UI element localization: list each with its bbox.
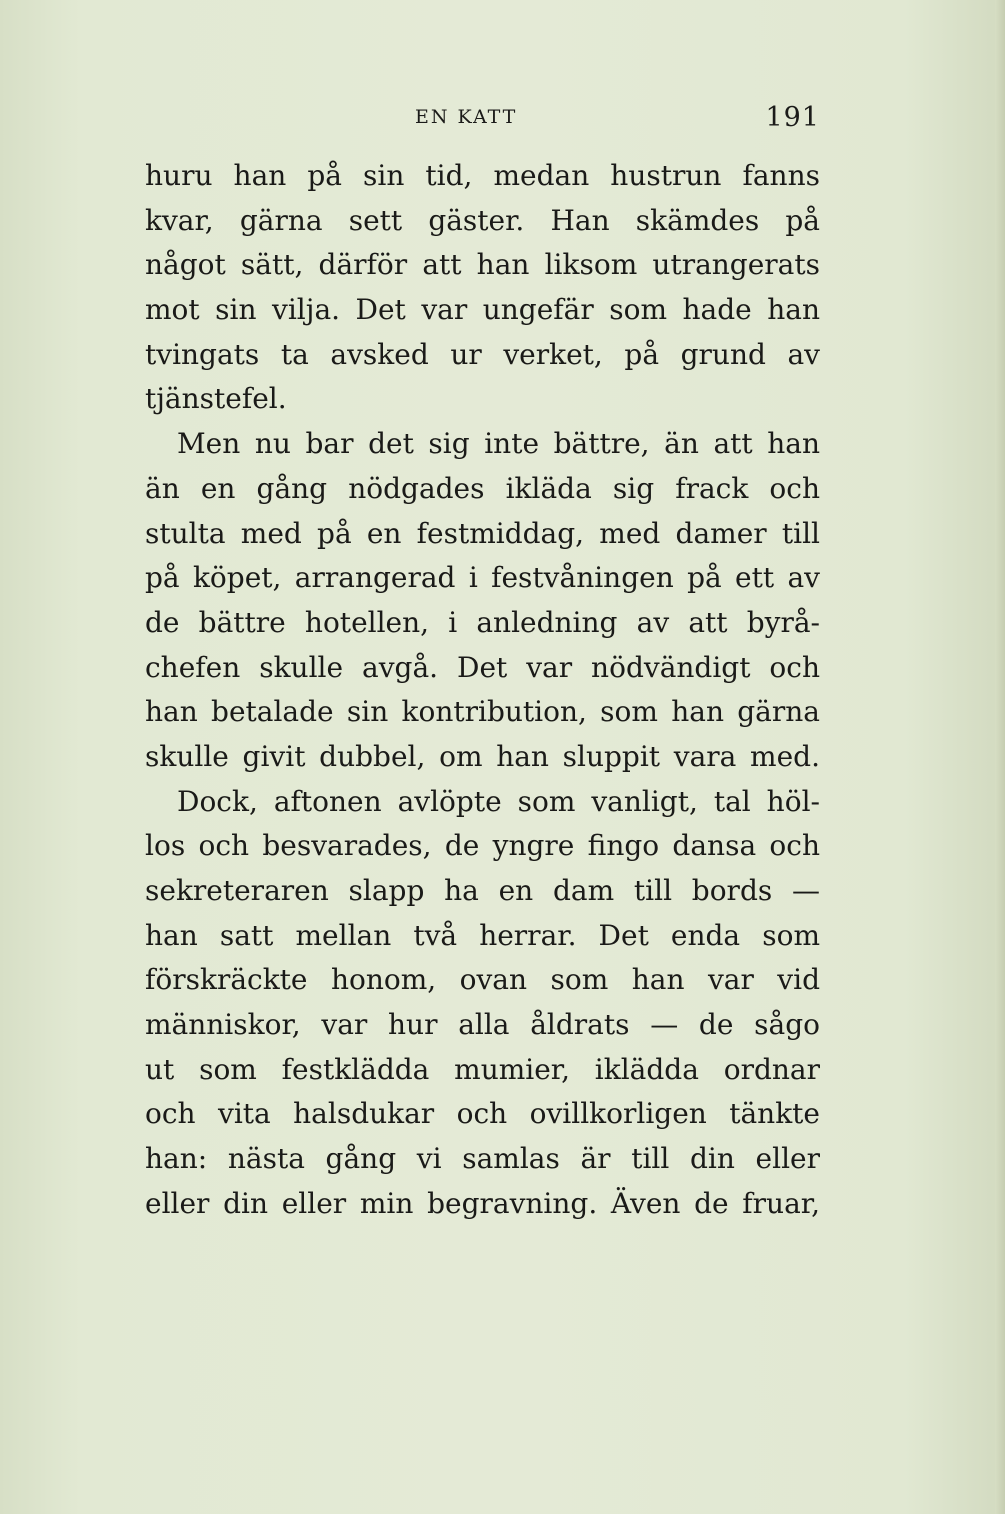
text-line: stulta med på en festmiddag, med damer till (145, 516, 820, 550)
text-line: chefen skulle avgå. Det var nödvändigt och (145, 650, 820, 684)
text-line: de bättre hotellen, i anledning av att byrå- (145, 605, 820, 639)
text-line: han: nästa gång vi samlas är till din eller (145, 1142, 820, 1176)
text-line: och vita halsdukar och ovillkorligen tänkte (145, 1097, 820, 1131)
text-line: människor, var hur alla åldrats — de sågo (145, 1008, 820, 1042)
text-line: eller din eller min begravning. Även de fruar, (145, 1186, 820, 1220)
paragraph-1 (145, 154, 820, 422)
paragraph-3 (145, 780, 820, 1227)
body-text (145, 154, 820, 1227)
text-line: sekreteraren slapp ha en dam till bords — (145, 874, 820, 907)
text-line: tvingats ta avsked ur verket, på grund av (145, 337, 820, 371)
text-line: än en gång nödgades ikläda sig frack och (145, 471, 820, 505)
text-line: tjänstefel. (145, 382, 287, 416)
page-number: 191 (765, 102, 820, 133)
page-edge (995, 0, 1005, 1514)
text-line: Men nu bar det sig inte bättre, än att han (177, 427, 820, 461)
paragraph-2 (145, 422, 820, 780)
text-line: skulle givit dubbel, om han sluppit vara med. (145, 739, 820, 773)
text-line: kvar, gärna sett gäster. Han skämdes på (145, 203, 820, 237)
text-line: los och besvarades, de yngre fingo dansa och (145, 829, 820, 863)
text-line: mot sin vilja. Det var ungefär som hade han (145, 293, 820, 327)
text-line: Dock, aftonen avlöpte som vanligt, tal höl- (177, 784, 820, 818)
text-line: förskräckte honom, ovan som han var vid (145, 963, 820, 997)
running-head (145, 102, 820, 136)
text-line: han betalade sin kontribution, som han gärna (145, 695, 820, 729)
text-line: på köpet, arrangerad i festvåningen på ett av (145, 561, 820, 595)
text-line: något sätt, därför att han liksom utrangerats (145, 248, 820, 282)
text-line: ut som festklädda mumier, iklädda ordnar (145, 1052, 820, 1086)
running-title: EN KATT (415, 106, 518, 128)
text-line: huru han på sin tid, medan hustrun fanns (145, 159, 820, 192)
text-line: han satt mellan två herrar. Det enda som (145, 918, 820, 952)
